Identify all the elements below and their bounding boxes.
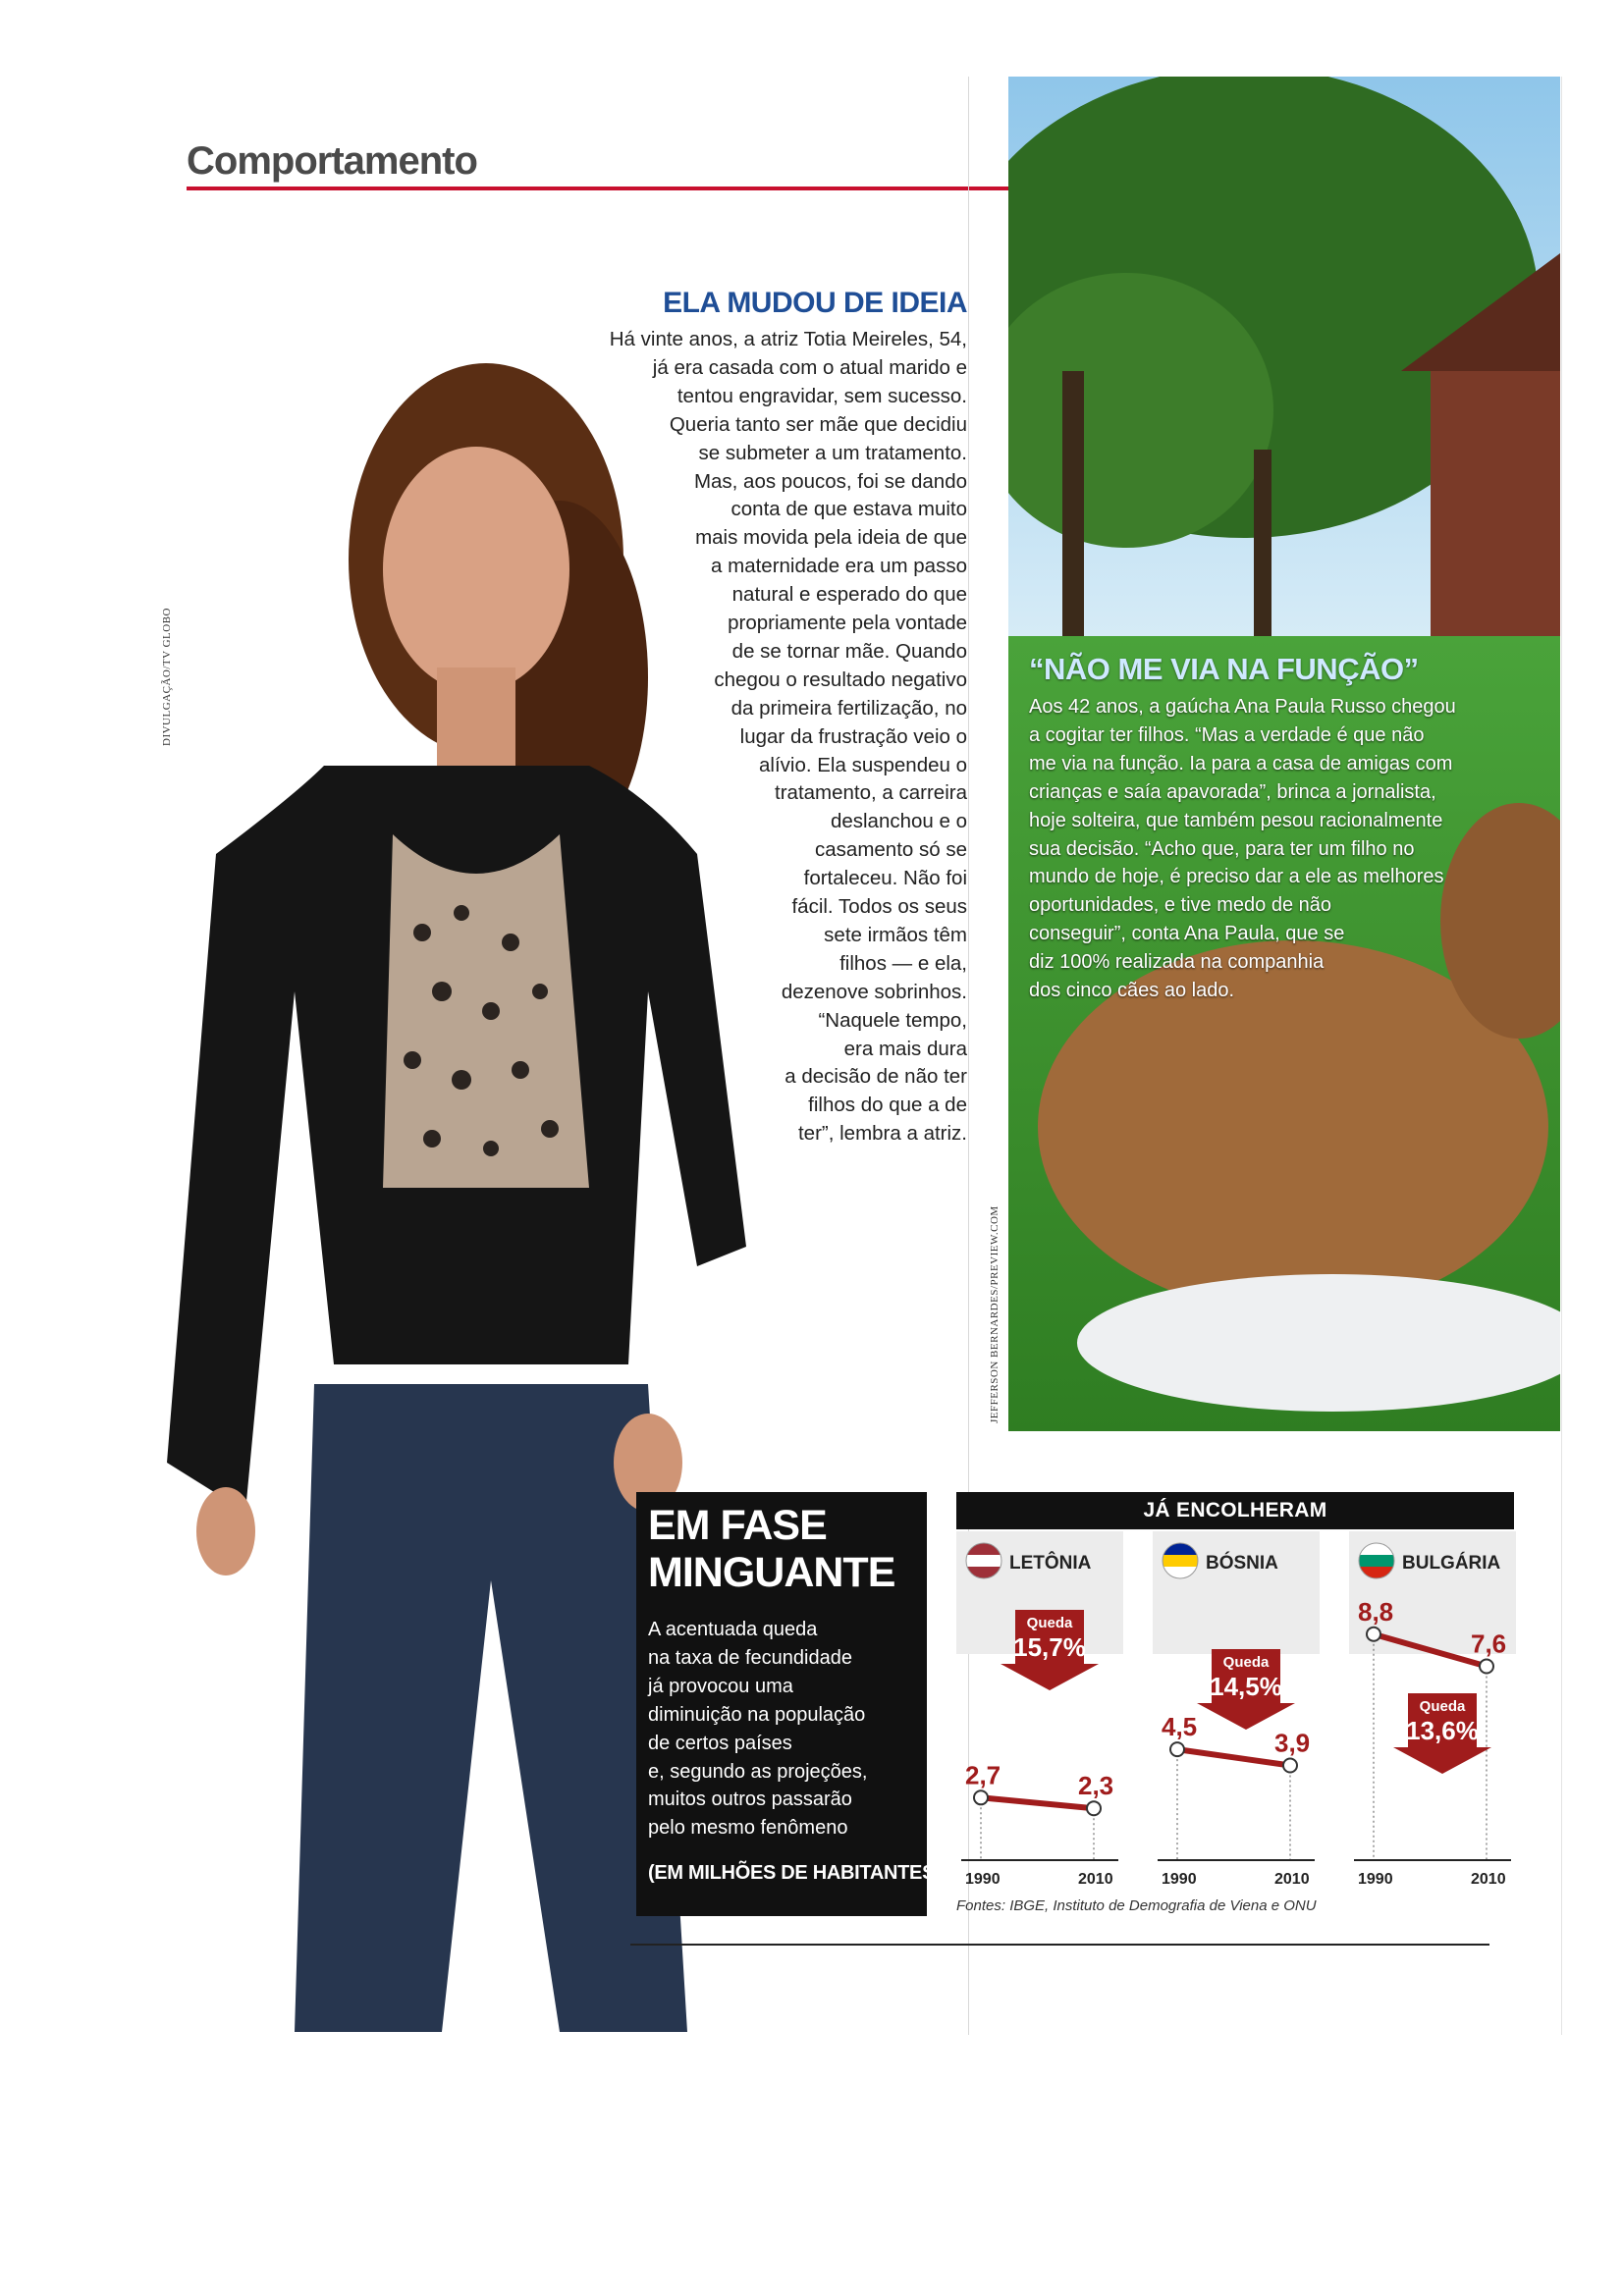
house-wall (1431, 371, 1560, 646)
article-1-line: se submeter a um tratamento. (698, 441, 967, 464)
article-1-line: lugar da frustração veio o (739, 724, 967, 748)
article-1-line: sete irmãos têm (824, 923, 967, 946)
sidebar-unit: (EM MILHÕES DE HABITANTES) (648, 1862, 942, 1884)
article-1-line: ter”, lembra a atriz. (797, 1122, 967, 1146)
article-1-line: a decisão de não ter (784, 1065, 967, 1089)
article-1-line: tentou engravidar, sem sucesso. (676, 384, 967, 407)
country-label: BULGÁRIA (1402, 1553, 1501, 1574)
flag-band (966, 1555, 1001, 1568)
article-1-line: “Naquele tempo, (818, 1008, 967, 1032)
value-label: 3,9 (1274, 1728, 1311, 1758)
data-point (1367, 1628, 1380, 1641)
article-1-line: era mais dura (843, 1037, 967, 1060)
country-label: BÓSNIA (1206, 1553, 1278, 1574)
series-line (1177, 1749, 1290, 1765)
headline-1: ELA MUDOU DE IDEIA (663, 287, 967, 319)
flag-band (1163, 1555, 1198, 1568)
article-1-line: dezenove sobrinhos. (781, 980, 967, 1003)
sidebar-line: pelo mesmo fenômeno (648, 1817, 848, 1840)
face-shape (383, 447, 569, 692)
drop-value: 14,5% (1210, 1672, 1282, 1701)
article-1-line: Há vinte anos, a atriz Totia Meireles, 54, (609, 328, 967, 350)
article-2-line: sua decisão. “Acho que, para ter um filho no (1029, 837, 1415, 860)
sidebar-line: já provocou uma (648, 1675, 793, 1697)
chart-source: Fontes: IBGE, Instituto de Demografia de Viena e ONU (956, 1897, 1317, 1914)
drop-label: Queda (1419, 1698, 1466, 1715)
value-label: 4,5 (1162, 1712, 1198, 1742)
article-1-line: alívio. Ela suspendeu o (759, 753, 967, 776)
article-1-line: Queria tanto ser mãe que decidiu (669, 412, 967, 436)
article-1-line: a maternidade era um passo (711, 555, 967, 578)
neck-shape (437, 667, 515, 775)
article-2-line: a cogitar ter filhos. “Mas a verdade é que não (1029, 723, 1425, 746)
hand-left (196, 1487, 255, 1575)
article-1-line: já era casada com o atual marido e (652, 355, 967, 379)
article-2-line: oportunidades, e tive medo de não (1029, 894, 1331, 917)
tick-label: 2010 (1274, 1871, 1310, 1888)
sidebar-line: A acentuada queda (648, 1619, 818, 1640)
page-edge (1561, 77, 1562, 2035)
sidebar-line: muitos outros passarão (648, 1789, 852, 1811)
sidebar-line: na taxa de fecundidade (648, 1646, 852, 1669)
flag-band (1359, 1555, 1394, 1568)
article-1-line: da primeira fertilização, no (730, 696, 967, 720)
article-1-line: deslanchou e o (830, 810, 967, 833)
article-1-line: filhos do que a de (808, 1094, 967, 1117)
photo-credit-1: DIVULGAÇÃO/TV GLOBO (161, 608, 173, 746)
tick-label: 2010 (1078, 1871, 1113, 1888)
series-line (981, 1797, 1094, 1808)
country-label: LETÔNIA (1009, 1553, 1092, 1574)
sidebar-line: diminuição na população (648, 1703, 866, 1726)
data-point (1170, 1742, 1184, 1756)
drop-label: Queda (1222, 1654, 1270, 1671)
chart-title: JÁ ENCOLHERAM (956, 1492, 1514, 1529)
section-title: Comportamento (187, 139, 477, 183)
value-label: 8,8 (1358, 1596, 1394, 1627)
article-1-line: fácil. Todos os seus (791, 895, 967, 918)
chart-plot (956, 1531, 1516, 1895)
sidebar-line: de certos países (648, 1732, 792, 1754)
article-1-line: Mas, aos poucos, foi se dando (693, 469, 967, 493)
article-2-line: hoje solteira, que também pesou racionalmente (1029, 809, 1443, 831)
article-2-line: conseguir”, conta Ana Paula, que se (1029, 923, 1345, 945)
drop-label: Queda (1026, 1615, 1073, 1631)
value-label: 2,7 (965, 1760, 1001, 1790)
article-2-line: Aos 42 anos, a gaúcha Ana Paula Russo chegou (1029, 696, 1456, 718)
article-1-line: propriamente pela vontade (728, 612, 967, 634)
article-1-line: mais movida pela ideia de que (695, 526, 967, 550)
article-1-line: casamento só se (815, 838, 967, 862)
value-label: 2,3 (1078, 1771, 1114, 1801)
article-1-line: de se tornar mãe. Quando (731, 639, 967, 663)
headline-2: “NÃO ME VIA NA FUNÇÃO” (1029, 652, 1419, 686)
data-point (1087, 1801, 1101, 1815)
article-1-line: natural e esperado do que (731, 583, 967, 607)
bottom-rule (630, 1944, 1489, 1946)
photo-credit-2: JEFFERSON BERNARDES/PREVIEW.COM (989, 1205, 1001, 1423)
tick-label: 1990 (1358, 1871, 1393, 1888)
article-2-line: crianças e saía apavorada”, brinca a jornalista, (1029, 780, 1436, 803)
article-2-line: dos cinco cães ao lado. (1029, 980, 1235, 1001)
tick-label: 2010 (1471, 1871, 1506, 1888)
section-rule (187, 187, 1009, 190)
article-1-line: conta de que estava muito (730, 498, 967, 521)
drop-value: 15,7% (1013, 1632, 1086, 1662)
data-point (1283, 1759, 1297, 1773)
article-1-line: chegou o resultado negativo (714, 667, 967, 691)
article-1-line: filhos — e ela, (839, 951, 967, 975)
article-1-line: tratamento, a carreira (775, 781, 967, 805)
article-1-line: fortaleceu. Não foi (803, 867, 967, 890)
sidebar-title: EM FASE MINGUANTE (648, 1502, 895, 1596)
tick-label: 1990 (1162, 1871, 1197, 1888)
sidebar-line: e, segundo as projeções, (648, 1760, 868, 1783)
data-point (1480, 1660, 1493, 1674)
data-point (974, 1790, 988, 1804)
tick-label: 1990 (965, 1871, 1001, 1888)
article-2-line: mundo de hoje, é preciso dar a ele as melhores (1029, 866, 1444, 888)
drop-value: 13,6% (1406, 1716, 1479, 1745)
article-2-line: diz 100% realizada na companhia (1029, 951, 1325, 974)
value-label: 7,6 (1471, 1629, 1507, 1659)
article-2-line: me via na função. Ia para a casa de amigas com (1029, 752, 1453, 774)
